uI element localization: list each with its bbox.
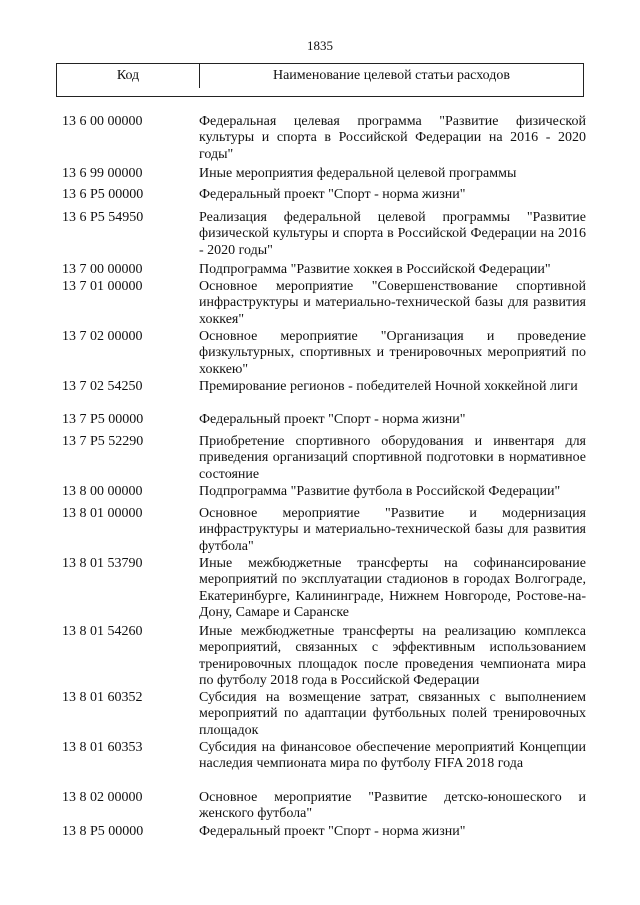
table-row [62, 114, 586, 163]
row-code: 13 8 02 00000 [62, 790, 143, 805]
table-header [56, 63, 584, 97]
name-column-header: Наименование целевой статьи расходов [272, 68, 511, 83]
table-row [62, 624, 586, 690]
row-code: 13 7 01 00000 [62, 279, 143, 294]
row-name: Основное мероприятие "Развитие детско-юношеского и женского футбола" [199, 790, 586, 822]
row-code: 13 8 01 00000 [62, 506, 143, 521]
table-row [62, 434, 586, 483]
table-row [62, 166, 586, 182]
row-name: Основное мероприятие "Организация и проведение физкультурных, спортивных и тренировочных мероприятий по хоккею" [199, 329, 586, 377]
table-row [62, 187, 586, 203]
row-code: 13 6 00 00000 [62, 114, 143, 129]
row-name: Подпрограмма "Развитие хоккея в Российской Федерации" [199, 262, 551, 277]
page-number: 1835 [307, 38, 333, 53]
row-code: 13 8 01 60353 [62, 740, 143, 755]
row-name: Федеральный проект "Спорт - норма жизни" [199, 412, 466, 427]
table-row [62, 484, 586, 500]
row-code: 13 7 02 54250 [62, 379, 143, 394]
row-name: Приобретение спортивного оборудования и инвентаря для приведения организаций спортивной подготовки в нормативное состояние [199, 434, 586, 482]
row-name: Федеральный проект "Спорт - норма жизни" [199, 824, 466, 839]
row-code: 13 7 00 00000 [62, 262, 143, 277]
table-row [62, 329, 586, 378]
code-column-header: Код [57, 64, 200, 88]
table-row [62, 740, 586, 773]
row-name: Иные мероприятия федеральной целевой программы [199, 166, 517, 181]
table-row [62, 790, 586, 823]
row-name: Субсидия на финансовое обеспечение мероприятий Концепции наследия чемпионата мира по футболу FIFA 2018 года [199, 740, 586, 772]
row-name: Премирование регионов - победителей Ночной хоккейной лиги [199, 379, 578, 394]
table-row [62, 279, 586, 328]
table-row [62, 379, 586, 395]
row-code: 13 8 01 60352 [62, 690, 143, 705]
row-name: Федеральная целевая программа "Развитие физической культуры и спорта в Российской Федерации на 2016 - 2020 годы" [199, 114, 586, 162]
row-code: 13 6 99 00000 [62, 166, 143, 181]
table-row [62, 556, 586, 622]
row-name: Основное мероприятие "Совершенствование спортивной инфраструктуры и материально-технической базы для развития хоккея" [199, 279, 586, 327]
table-row [62, 824, 586, 840]
table-row [62, 690, 586, 739]
table-row [62, 412, 586, 428]
row-code: 13 8 01 53790 [62, 556, 143, 571]
table-row [62, 506, 586, 555]
row-name: Подпрограмма "Развитие футбола в Российской Федерации" [199, 484, 561, 499]
row-name: Субсидия на возмещение затрат, связанных с выполнением мероприятий по адаптации футбольных полей тренировочных площадок [199, 690, 586, 738]
row-code: 13 7 Р5 00000 [62, 412, 144, 427]
row-name: Иные межбюджетные трансферты на реализацию комплекса мероприятий, связанных с эффективным использованием тренировочных площадок после проведения чемпионата мира по футболу 2018 года в Российской Федерации [199, 624, 586, 689]
row-name: Федеральный проект "Спорт - норма жизни" [199, 187, 466, 202]
row-code: 13 7 02 00000 [62, 329, 143, 344]
row-code: 13 8 Р5 00000 [62, 824, 144, 839]
row-code: 13 8 01 54260 [62, 624, 143, 639]
row-name: Реализация федеральной целевой программы "Развитие физической культуры и спорта в Российской Федерации на 2016 - 2020 годы" [199, 210, 586, 258]
table-row [62, 210, 586, 259]
table-row [62, 262, 586, 278]
row-name: Иные межбюджетные трансферты на софинансирование мероприятий по эксплуатации стадионов в городах Волгограде, Екатеринбурге, Калининграде, Нижнем Новгороде, Ростове-на-Дону, Самаре и Саранске [199, 556, 586, 621]
row-name: Основное мероприятие "Развитие и модернизация инфраструктуры и материально-технической базы для развития футбола" [199, 506, 586, 554]
row-code: 13 6 Р5 00000 [62, 187, 144, 202]
row-code: 13 6 Р5 54950 [62, 210, 144, 225]
row-code: 13 8 00 00000 [62, 484, 143, 499]
row-code: 13 7 Р5 52290 [62, 434, 144, 449]
